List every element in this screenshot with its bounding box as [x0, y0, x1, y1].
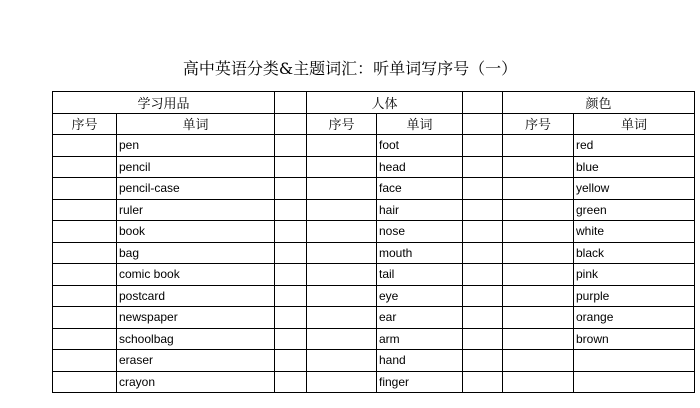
- word-cell-body: tail: [377, 264, 463, 286]
- word-cell-colors: purple: [574, 285, 695, 307]
- table-row: [53, 285, 695, 307]
- table-row: [53, 307, 695, 329]
- spacer-cell: [463, 135, 503, 157]
- spacer-cell: [463, 307, 503, 329]
- answer-number-cell[interactable]: [307, 307, 377, 329]
- word-cell-colors: red: [574, 135, 695, 157]
- answer-number-cell[interactable]: [503, 285, 574, 307]
- category-header-body: 人体: [307, 92, 463, 114]
- word-cell-school-supplies: pen: [117, 135, 275, 157]
- answer-number-cell[interactable]: [53, 221, 117, 243]
- page-title: 高中英语分类&主题词汇：听单词写序号（一）: [182, 59, 518, 78]
- word-cell-school-supplies: bag: [117, 242, 275, 264]
- category-header-row: [53, 92, 695, 114]
- answer-number-cell[interactable]: [307, 135, 377, 157]
- answer-number-cell[interactable]: [503, 371, 574, 393]
- word-cell-colors: black: [574, 242, 695, 264]
- category-header-colors: 颜色: [503, 92, 695, 114]
- table-row: [53, 371, 695, 393]
- answer-number-cell[interactable]: [53, 307, 117, 329]
- answer-number-cell[interactable]: [53, 242, 117, 264]
- word-cell-colors: yellow: [574, 178, 695, 200]
- answer-number-cell[interactable]: [503, 156, 574, 178]
- word-cell-colors: pink: [574, 264, 695, 286]
- table-row: [53, 242, 695, 264]
- answer-number-cell[interactable]: [503, 199, 574, 221]
- answer-number-cell[interactable]: [53, 328, 117, 350]
- spacer-cell: [463, 328, 503, 350]
- word-cell-body: head: [377, 156, 463, 178]
- word-column-header: 单词: [117, 113, 275, 135]
- word-cell-school-supplies: comic book: [117, 264, 275, 286]
- word-cell-school-supplies: schoolbag: [117, 328, 275, 350]
- answer-number-cell[interactable]: [307, 264, 377, 286]
- word-cell-school-supplies: crayon: [117, 371, 275, 393]
- answer-number-cell[interactable]: [307, 221, 377, 243]
- answer-number-cell[interactable]: [307, 350, 377, 372]
- word-cell-body: arm: [377, 328, 463, 350]
- word-cell-colors: orange: [574, 307, 695, 329]
- answer-number-cell[interactable]: [503, 221, 574, 243]
- spacer-cell: [275, 113, 307, 135]
- spacer-cell: [463, 199, 503, 221]
- word-cell-colors: [574, 371, 695, 393]
- answer-number-cell[interactable]: [503, 135, 574, 157]
- answer-number-cell[interactable]: [503, 328, 574, 350]
- word-cell-school-supplies: newspaper: [117, 307, 275, 329]
- word-cell-school-supplies: pencil: [117, 156, 275, 178]
- category-header-school-supplies: 学习用品: [53, 92, 275, 114]
- spacer-cell: [463, 242, 503, 264]
- word-cell-school-supplies: pencil-case: [117, 178, 275, 200]
- word-column-header: 单词: [574, 113, 695, 135]
- answer-number-cell[interactable]: [53, 199, 117, 221]
- spacer-cell: [275, 92, 307, 114]
- spacer-cell: [275, 178, 307, 200]
- word-cell-school-supplies: eraser: [117, 350, 275, 372]
- spacer-cell: [463, 178, 503, 200]
- spacer-cell: [463, 113, 503, 135]
- table-row: [53, 135, 695, 157]
- column-header-row: [53, 113, 695, 135]
- answer-number-cell[interactable]: [307, 156, 377, 178]
- spacer-cell: [463, 221, 503, 243]
- answer-number-cell[interactable]: [307, 328, 377, 350]
- spacer-cell: [463, 350, 503, 372]
- table-row: [53, 328, 695, 350]
- answer-number-cell[interactable]: [53, 178, 117, 200]
- word-cell-body: face: [377, 178, 463, 200]
- word-column-header: 单词: [377, 113, 463, 135]
- word-cell-body: nose: [377, 221, 463, 243]
- answer-number-cell[interactable]: [503, 178, 574, 200]
- word-cell-colors: blue: [574, 156, 695, 178]
- word-cell-body: eye: [377, 285, 463, 307]
- answer-number-cell[interactable]: [307, 371, 377, 393]
- spacer-cell: [463, 264, 503, 286]
- spacer-cell: [275, 350, 307, 372]
- spacer-cell: [463, 156, 503, 178]
- word-cell-body: ear: [377, 307, 463, 329]
- vocabulary-table: [52, 91, 695, 393]
- spacer-cell: [275, 371, 307, 393]
- spacer-cell: [275, 199, 307, 221]
- table-row: [53, 221, 695, 243]
- answer-number-cell[interactable]: [503, 350, 574, 372]
- spacer-cell: [275, 135, 307, 157]
- word-cell-colors: [574, 350, 695, 372]
- answer-number-cell[interactable]: [307, 199, 377, 221]
- word-cell-body: hair: [377, 199, 463, 221]
- word-cell-body: hand: [377, 350, 463, 372]
- spacer-cell: [275, 156, 307, 178]
- word-cell-body: mouth: [377, 242, 463, 264]
- number-column-header: 序号: [307, 113, 377, 135]
- answer-number-cell[interactable]: [503, 242, 574, 264]
- answer-number-cell[interactable]: [53, 135, 117, 157]
- answer-number-cell[interactable]: [307, 242, 377, 264]
- word-cell-colors: white: [574, 221, 695, 243]
- spacer-cell: [463, 371, 503, 393]
- answer-number-cell[interactable]: [503, 264, 574, 286]
- number-column-header: 序号: [53, 113, 117, 135]
- answer-number-cell[interactable]: [53, 285, 117, 307]
- word-cell-school-supplies: postcard: [117, 285, 275, 307]
- spacer-cell: [275, 285, 307, 307]
- spacer-cell: [275, 221, 307, 243]
- table-row: [53, 264, 695, 286]
- spacer-cell: [463, 92, 503, 114]
- word-cell-colors: brown: [574, 328, 695, 350]
- word-cell-school-supplies: book: [117, 221, 275, 243]
- word-cell-school-supplies: ruler: [117, 199, 275, 221]
- spacer-cell: [463, 285, 503, 307]
- answer-number-cell[interactable]: [53, 371, 117, 393]
- answer-number-cell[interactable]: [53, 350, 117, 372]
- word-cell-body: finger: [377, 371, 463, 393]
- spacer-cell: [275, 264, 307, 286]
- table-row: [53, 178, 695, 200]
- spacer-cell: [275, 307, 307, 329]
- table-row: [53, 156, 695, 178]
- spacer-cell: [275, 242, 307, 264]
- word-cell-body: foot: [377, 135, 463, 157]
- number-column-header: 序号: [503, 113, 574, 135]
- table-row: [53, 350, 695, 372]
- answer-number-cell[interactable]: [307, 178, 377, 200]
- answer-number-cell[interactable]: [503, 307, 574, 329]
- spacer-cell: [275, 328, 307, 350]
- answer-number-cell[interactable]: [53, 264, 117, 286]
- answer-number-cell[interactable]: [53, 156, 117, 178]
- table-row: [53, 199, 695, 221]
- answer-number-cell[interactable]: [307, 285, 377, 307]
- word-cell-colors: green: [574, 199, 695, 221]
